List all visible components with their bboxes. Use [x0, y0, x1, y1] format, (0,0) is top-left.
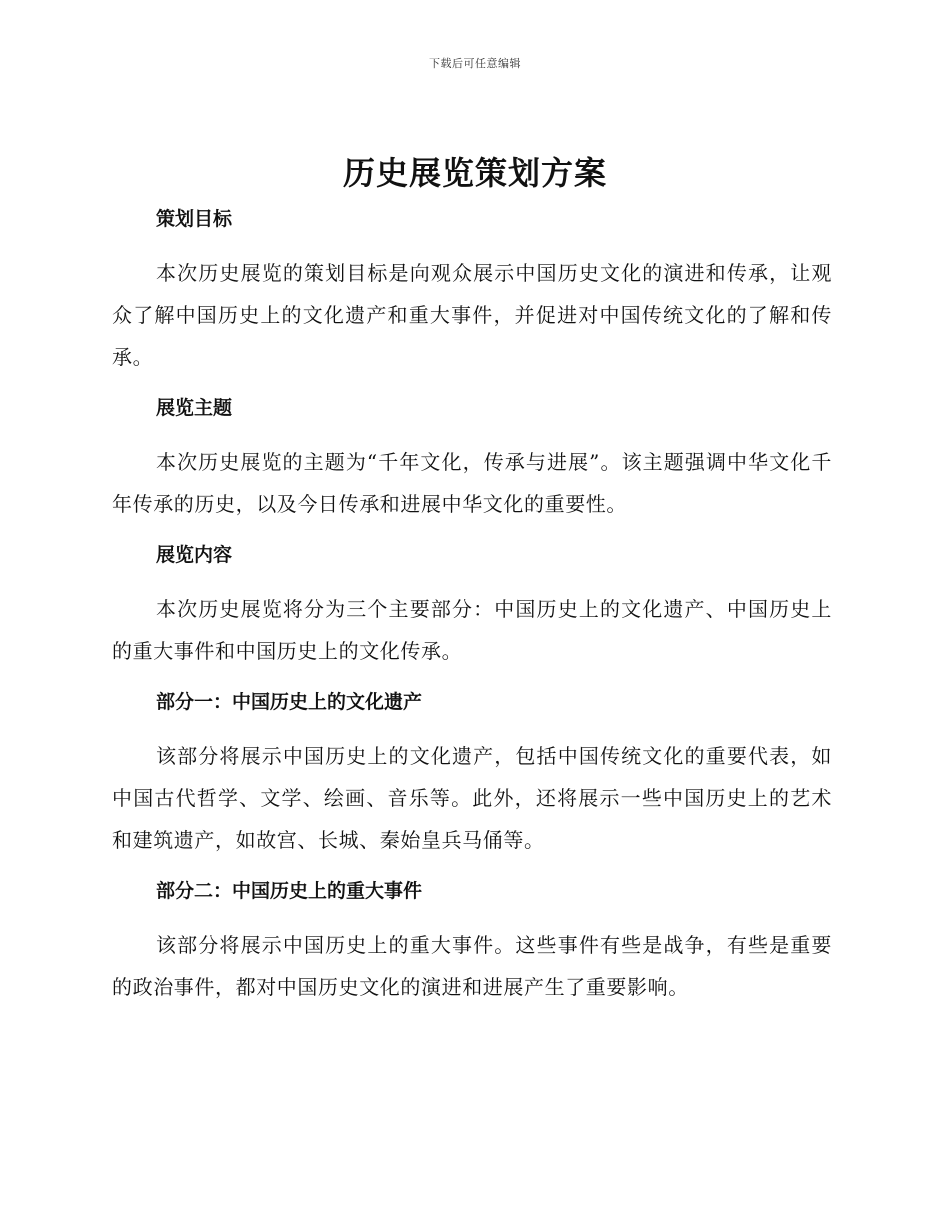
section-paragraph-goals: 本次历史展览的策划目标是向观众展示中国历史文化的演进和传承，让观众了解中国历史上的文化遗产和重大事件，并促进对中国传统文化的了解和传承。 — [112, 261, 832, 369]
section-paragraph-part-two: 该部分将展示中国历史上的重大事件。这些事件有些是战争，有些是重要的政治事件，都对中国历史文化的演进和进展产生了重要影响。 — [112, 933, 832, 999]
header-note: 下载后可任意编辑 — [429, 57, 521, 70]
document-body — [112, 202, 832, 1008]
section-heading-goals: 策划目标 — [156, 208, 233, 230]
document-title: 历史展览策划方案 — [342, 154, 607, 192]
section-paragraph-theme: 本次历史展览的主题为“千年文化，传承与进展”。该主题强调中华文化千年传承的历史，以及今日传承和进展中华文化的重要性。 — [112, 450, 832, 516]
section-heading-part-one: 部分一：中国历史上的文化遗产 — [156, 691, 423, 713]
section-paragraph-part-one: 该部分将展示中国历史上的文化遗产，包括中国传统文化的重要代表，如中国古代哲学、文学、绘画、音乐等。此外，还将展示一些中国历史上的艺术和建筑遗产，如故宫、长城、秦始皇兵马俑等。 — [112, 744, 832, 852]
section-paragraph-content: 本次历史展览将分为三个主要部分：中国历史上的文化遗产、中国历史上的重大事件和中国历史上的文化传承。 — [112, 597, 832, 663]
section-heading-theme: 展览主题 — [156, 397, 233, 419]
section-heading-content: 展览内容 — [156, 544, 233, 566]
section-heading-part-two: 部分二：中国历史上的重大事件 — [156, 880, 423, 902]
